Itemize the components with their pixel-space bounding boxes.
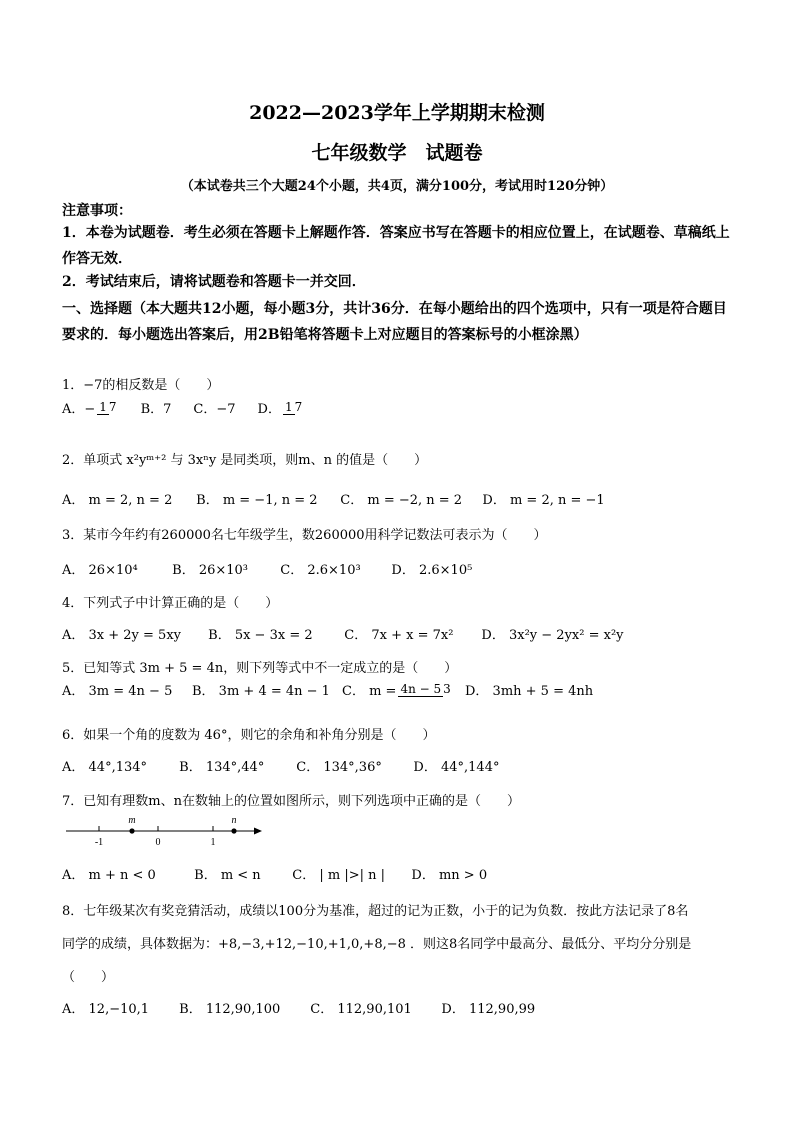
question-8-stem-line-2: 同学的成绩，具体数据为：+8,−3,+12,−10,+1,0,+8,−8 ．则这8名同学中最高分、最低分、平均分分别是 [62,937,692,952]
exam-title: 2022—2023学年上学期期末检测 [249,102,545,124]
q1-option-b: B．7 [140,402,172,417]
label-m: m [128,815,136,826]
question-5-options [62,680,593,699]
q6-option-a: A． 44°,134° [62,760,148,775]
q7-option-b: B． m < n [194,868,261,883]
point-n [231,828,236,833]
q5-option-c: C． m = 4n − 5 3 [342,682,451,699]
label-1: 1 [210,837,216,848]
question-7-options [62,864,487,883]
q2-option-a: A． m = 2, n = 2 [62,493,173,508]
label-0: 0 [155,837,161,848]
q3-option-a: A． 26×10⁴ [62,563,138,578]
q1-option-d: D． 1 7 [257,400,303,417]
question-2-options [62,489,605,508]
exam-info: （本试卷共三个大题24个小题，共4页，满分100分，考试用时120分钟） [180,179,614,194]
q2-option-c: C． m = −2, n = 2 [340,493,463,508]
question-8-options [62,998,535,1017]
question-1-options [62,398,304,417]
question-6-stem: 6．如果一个角的度数为 46°，则它的余角和补角分别是（ ） [62,728,436,743]
q3-option-c: C． 2.6×10³ [280,563,361,578]
question-3-options [62,559,472,578]
q4-option-c: C． 7x + x = 7x² [344,628,454,643]
q8-option-d: D． 112,90,99 [441,1002,536,1017]
question-4-options [62,624,624,643]
q4-option-a: A． 3x + 2y = 5xy [62,628,181,643]
number-line-arrow-icon [254,828,262,835]
section-1-heading: 一、选择题（本大题共12小题，每小题3分，共计36分．在每小题给出的四个选项中，只有一项是符合题目要求的．每小题选出答案后，用2B铅笔将答题卡上对应题目的答案标号的小框涂黑） [62,301,727,343]
q2-option-b: B． m = −1, n = 2 [196,493,318,508]
question-5-stem: 5．已知等式 3m + 5 = 4n，则下列等式中不一定成立的是（ ） [62,661,458,676]
q7-option-a: A． m + n < 0 [62,868,156,883]
question-4-stem: 4．下列式子中计算正确的是（ ） [62,596,279,611]
q5-option-a: A． 3m = 4n − 5 [62,684,173,699]
q3-option-b: B． 26×10³ [172,563,249,578]
q8-option-c: C． 112,90,101 [310,1002,412,1017]
q2-option-d: D． m = 2, n = −1 [482,493,605,508]
q5-option-b: B． 3m + 4 = 4n − 1 [192,684,330,699]
q1-option-c: C．−7 [193,402,236,417]
q3-option-d: D． 2.6×10⁵ [391,563,473,578]
question-2-stem: 2．单项式 x²yᵐ⁺² 与 3xⁿy 是同类项，则m、n 的值是（ ） [62,453,428,468]
q4-option-b: B． 5x − 3x = 2 [208,628,313,643]
question-1-stem: 1．−7的相反数是（ ） [62,378,220,393]
q4-option-d: D． 3x²y − 2yx² = x²y [481,628,624,643]
label-neg1: -1 [94,837,104,848]
q6-option-d: D． 44°,144° [413,760,500,775]
q6-option-b: B． 134°,44° [179,760,265,775]
question-6-options [62,756,499,775]
label-n: n [231,815,237,826]
q1-option-a: A．− 1 7 [62,400,117,417]
question-8-stem-line-3: （ ） [62,970,115,985]
q7-option-d: D． mn > 0 [411,868,488,883]
q8-option-a: A． 12,−10,1 [62,1002,150,1017]
notes-heading: 注意事项： [62,203,132,219]
notes-item-1: 1．本卷为试题卷．考生必须在答题卡上解题作答．答案应书写在答题卡的相应位置上，在试题卷、草稿纸上作答无效． [62,225,730,267]
notes-item-2: 2．考试结束后，请将试题卷和答题卡一并交回． [62,274,366,290]
question-8-stem-line-1: 8．七年级某次有奖竞猜活动，成绩以100分为基准，超过的记为正数，小于的记为负数．按此方法记录了8名 [62,904,689,919]
question-7-stem: 7．已知有理数m、n在数轴上的位置如图所示，则下列选项中正确的是（ ） [62,794,520,809]
exam-subtitle: 七年级数学 试题卷 [311,142,483,164]
q8-option-b: B． 112,90,100 [179,1002,281,1017]
number-line-figure [62,810,266,850]
q7-option-c: C． | m |>| n | [292,868,386,883]
q6-option-c: C． 134°,36° [296,760,382,775]
question-3-stem: 3．某市今年约有260000名七年级学生，数260000用科学记数法可表示为（ ） [62,528,547,543]
q5-option-d: D． 3mh + 5 = 4nh [465,684,594,699]
point-m [129,828,134,833]
